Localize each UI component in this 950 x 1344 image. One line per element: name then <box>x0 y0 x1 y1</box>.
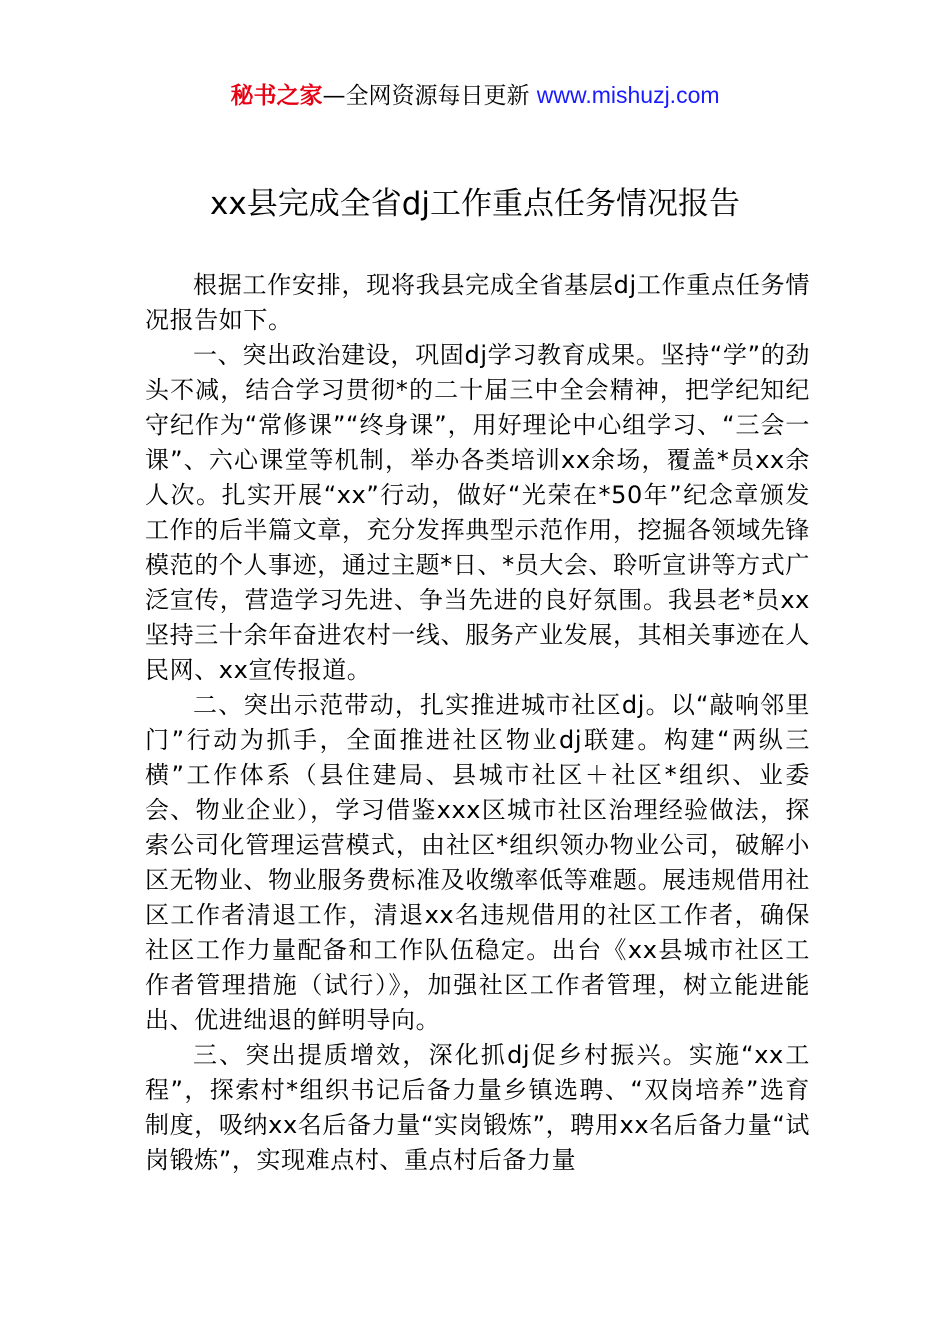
paragraph-section-1: 一、突出政治建设，巩固dj学习教育成果。坚持“学”的劲头不减，结合学习贯彻*的二十届三中全会精神，把学纪知纪守纪作为“常修课”“终身课”，用好理论中心组学习、“三会一课”、六心课堂等机制，举办各类培训xx余场，覆盖*员xx余人次。扎实开展“xx”行动，做好“光荣在*50年”纪念章颁发工作的后半篇文章，充分发挥典型示范作用，挖掘各领域先锋模范的个人事迹，通过主题*日、*员大会、聆听宣讲等方式广泛宣传，营造学习先进、争当先进的良好氛围。我县老*员xx坚持三十余年奋进农村一线、服务产业发展，其相关事迹在人民网、xx宣传报道。 <box>145 341 810 684</box>
paragraph-section-3: 三、突出提质增效，深化抓dj促乡村振兴。实施“xx工程”，探索村*组织书记后备力量乡镇选聘、“双岗培养”选育制度，吸纳xx名后备力量“实岗锻炼”，聘用xx名后备力量“试岗锻炼”，实现难点村、重点村后备力量 <box>145 1041 810 1174</box>
document-body <box>145 268 810 1178</box>
header-tagline: —全网资源每日更新 <box>322 83 537 109</box>
site-url-link[interactable]: www.mishuzj.com <box>536 82 720 108</box>
document-title: xx县完成全省dj工作重点任务情况报告 <box>210 186 740 222</box>
brand-name: 秘书之家 <box>230 83 323 109</box>
site-header <box>0 78 950 113</box>
paragraph-intro: 根据工作安排，现将我县完成全省基层dj工作重点任务情况报告如下。 <box>145 271 810 334</box>
paragraph-section-2: 二、突出示范带动，扎实推进城市社区dj。以“敲响邻里门”行动为抓手，全面推进社区物业dj联建。构建“两纵三横”工作体系（县住建局、县城市社区＋社区*组织、业委会、物业企业），学习借鉴xxx区城市社区治理经验做法，探索公司化管理运营模式，由社区*组织领办物业公司，破解小区无物业、物业服务费标准及收缴率低等难题。展违规借用社区工作者清退工作，清退xx名违规借用的社区工作者，确保社区工作力量配备和工作队伍稳定。出台《xx县城市社区工作者管理措施（试行）》，加强社区工作者管理，树立能进能出、优进绌退的鲜明导向。 <box>145 691 810 1034</box>
